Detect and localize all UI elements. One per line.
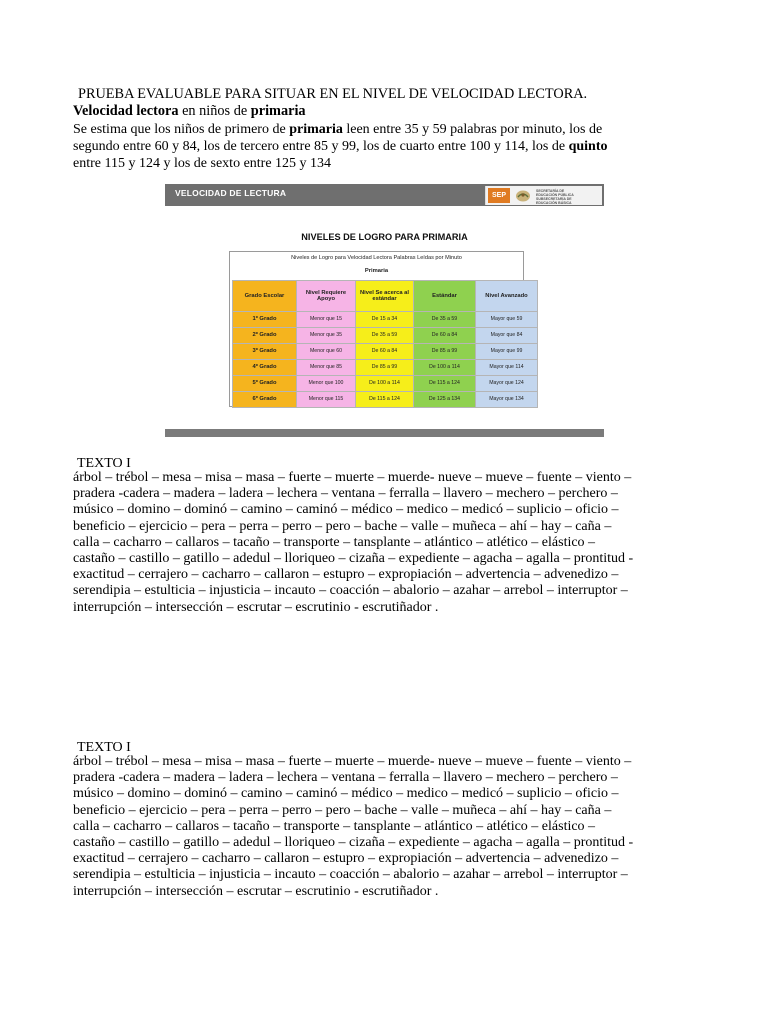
levels-table (232, 280, 538, 408)
grade-cell: 2º Grado (233, 328, 297, 344)
level-cell: Menor que 115 (297, 392, 356, 408)
level-cell: De 60 a 84 (356, 344, 414, 360)
col-header-estandar: Estándar (414, 281, 476, 312)
document-subtitle (73, 103, 306, 120)
texto-1-word-list (73, 470, 633, 616)
level-cell: Menor que 85 (297, 360, 356, 376)
subtitle-bold-primaria: primaria (250, 103, 306, 119)
table-header-row (233, 281, 538, 312)
levels-table-body (233, 312, 538, 408)
levels-table-frame (229, 251, 528, 407)
texto-2-word-list (73, 754, 633, 900)
intro-paragraph (73, 121, 703, 172)
word-list-line: castaño – castillo – gatillo – adedul – lloriqueo – cizaña – expediente – agacha – agalla – prontitud - (73, 835, 634, 851)
word-list-line: serendipia – estulticia – injusticia – incauto – coacción – abalorio – azahar – arrebol – interruptor – (73, 583, 628, 599)
grade-cell: 1º Grado (233, 312, 297, 328)
texto-2-heading: TEXTO I (77, 740, 131, 755)
word-list-line: beneficio – ejercicio – pera – perra – perro – pero – bache – valle – muñeca – ahí – hay – caña – (73, 802, 612, 818)
level-cell: Mayor que 124 (476, 376, 538, 392)
level-cell: De 85 a 99 (356, 360, 414, 376)
document-title: PRUEBA EVALUABLE PARA SITUAR EN EL NIVEL DE VELOCIDAD LECTORA. (78, 86, 588, 102)
level-cell: Menor que 15 (297, 312, 356, 328)
intro-line-1: Se estima que los niños de primero de primaria leen entre 35 y 59 palabras por minuto, los de (73, 122, 603, 137)
col-header-se-acerca: Nivel Se acerca al estándar (356, 281, 414, 312)
intro-line-2: segundo entre 60 y 84, los de tercero entre 85 y 99, los de cuarto entre 100 y 114, los de quinto (73, 139, 608, 154)
level-cell: De 100 a 114 (356, 376, 414, 392)
intro-line-3: entre 115 y 124 y los de sexto entre 125 y 134 (73, 156, 332, 171)
level-cell: Mayor que 134 (476, 392, 538, 408)
table-caption: Niveles de Logro para Velocidad Lectora Palabras Leídas por Minuto (291, 255, 462, 261)
subtitle-bold-velocidad: Velocidad lectora (73, 103, 179, 119)
col-header-requiere-apoyo: Nivel Requiere Apoyo (297, 281, 356, 312)
table-row (233, 392, 538, 408)
level-cell: De 85 a 99 (414, 344, 476, 360)
level-cell: Menor que 35 (297, 328, 356, 344)
word-list-line: exactitud – cerrajero – cacharro – callaron – estupro – expropiación – advertencia – advenedizo – (73, 851, 619, 867)
level-cell: Mayor que 84 (476, 328, 538, 344)
word-list-line: castaño – castillo – gatillo – adedul – lloriqueo – cizaña – expediente – agacha – agalla – prontitud - (73, 551, 634, 567)
grade-cell: 5º Grado (233, 376, 297, 392)
table-row (233, 344, 538, 360)
level-cell: Menor que 60 (297, 344, 356, 360)
word-list-line: serendipia – estulticia – injusticia – incauto – coacción – abalorio – azahar – arrebol – interruptor – (73, 867, 628, 883)
word-list-line: árbol – trébol – mesa – misa – masa – fuerte – muerte – muerde- nueve – mueve – fuente – viento – (73, 470, 632, 485)
level-cell: Mayor que 99 (476, 344, 538, 360)
table-subcaption: Primaria (364, 268, 389, 274)
table-row (233, 360, 538, 376)
figure-header-label: VELOCIDAD DE LECTURA (175, 188, 287, 198)
word-list-line: calla – cacharro – callaros – tacaño – transporte – tansplante – atlántico – atlético – elástico – (73, 534, 596, 550)
figure-title: NIVELES DE LOGRO PARA PRIMARIA (301, 232, 468, 242)
table-row (233, 376, 538, 392)
sep-logo (485, 186, 602, 205)
grade-cell: 6º Grado (233, 392, 297, 408)
figure-header-bar (165, 184, 604, 206)
word-list-line: árbol – trébol – mesa – misa – masa – fuerte – muerte – muerde- nueve – mueve – fuente – viento – (73, 754, 632, 769)
col-header-grado: Grado Escolar (233, 281, 297, 312)
level-cell: De 60 a 84 (414, 328, 476, 344)
level-cell: Menor que 100 (297, 376, 356, 392)
table-row (233, 312, 538, 328)
level-cell: De 125 a 134 (414, 392, 476, 408)
level-cell: De 35 a 59 (414, 312, 476, 328)
word-list-line: músico – domino – dominó – camino – caminó – médico – medico – medicó – suplicio – oficio – (73, 786, 619, 802)
table-row (233, 328, 538, 344)
word-list-line: pradera -cadera – madera – ladera – lechera – ventana – ferralla – llavero – mechero – perchero – (73, 486, 618, 502)
subtitle-middle: en niños de (178, 103, 251, 119)
level-cell: Mayor que 114 (476, 360, 538, 376)
grade-cell: 4º Grado (233, 360, 297, 376)
word-list-line: beneficio – ejercicio – pera – perra – perro – pero – bache – valle – muñeca – ahí – hay – caña – (73, 518, 612, 534)
word-list-line: interrupción – intersección – escrutar – escrutinio - escrutiñador . (73, 883, 439, 899)
word-list-line: músico – domino – dominó – camino – caminó – médico – medico – medicó – suplicio – oficio – (73, 502, 619, 518)
sep-badge: SEP (488, 188, 510, 203)
level-cell: De 115 a 124 (414, 376, 476, 392)
texto-1-heading: TEXTO I (77, 456, 131, 471)
figure-footer-bar (165, 429, 604, 437)
word-list-line: exactitud – cerrajero – cacharro – callaron – estupro – expropiación – advertencia – advenedizo – (73, 567, 619, 583)
level-cell: De 35 a 59 (356, 328, 414, 344)
word-list-line: pradera -cadera – madera – ladera – lechera – ventana – ferralla – llavero – mechero – perchero – (73, 770, 618, 786)
grade-cell: 3º Grado (233, 344, 297, 360)
col-header-avanzado: Nivel Avanzado (476, 281, 538, 312)
level-cell: De 100 a 114 (414, 360, 476, 376)
word-list-line: interrupción – intersección – escrutar – escrutinio - escrutiñador . (73, 599, 439, 615)
level-cell: De 15 a 34 (356, 312, 414, 328)
reading-speed-figure (165, 184, 604, 437)
level-cell: De 115 a 124 (356, 392, 414, 408)
word-list-line: calla – cacharro – callaros – tacaño – transporte – tansplante – atlántico – atlético – elástico – (73, 818, 596, 834)
eagle-seal-icon (514, 189, 532, 202)
sep-logo-text: SECRETARÍA DE EDUCACIÓN PÚBLICA SUBSECRETARÍA DE EDUCACIÓN BÁSICA (536, 189, 574, 205)
level-cell: Mayor que 59 (476, 312, 538, 328)
